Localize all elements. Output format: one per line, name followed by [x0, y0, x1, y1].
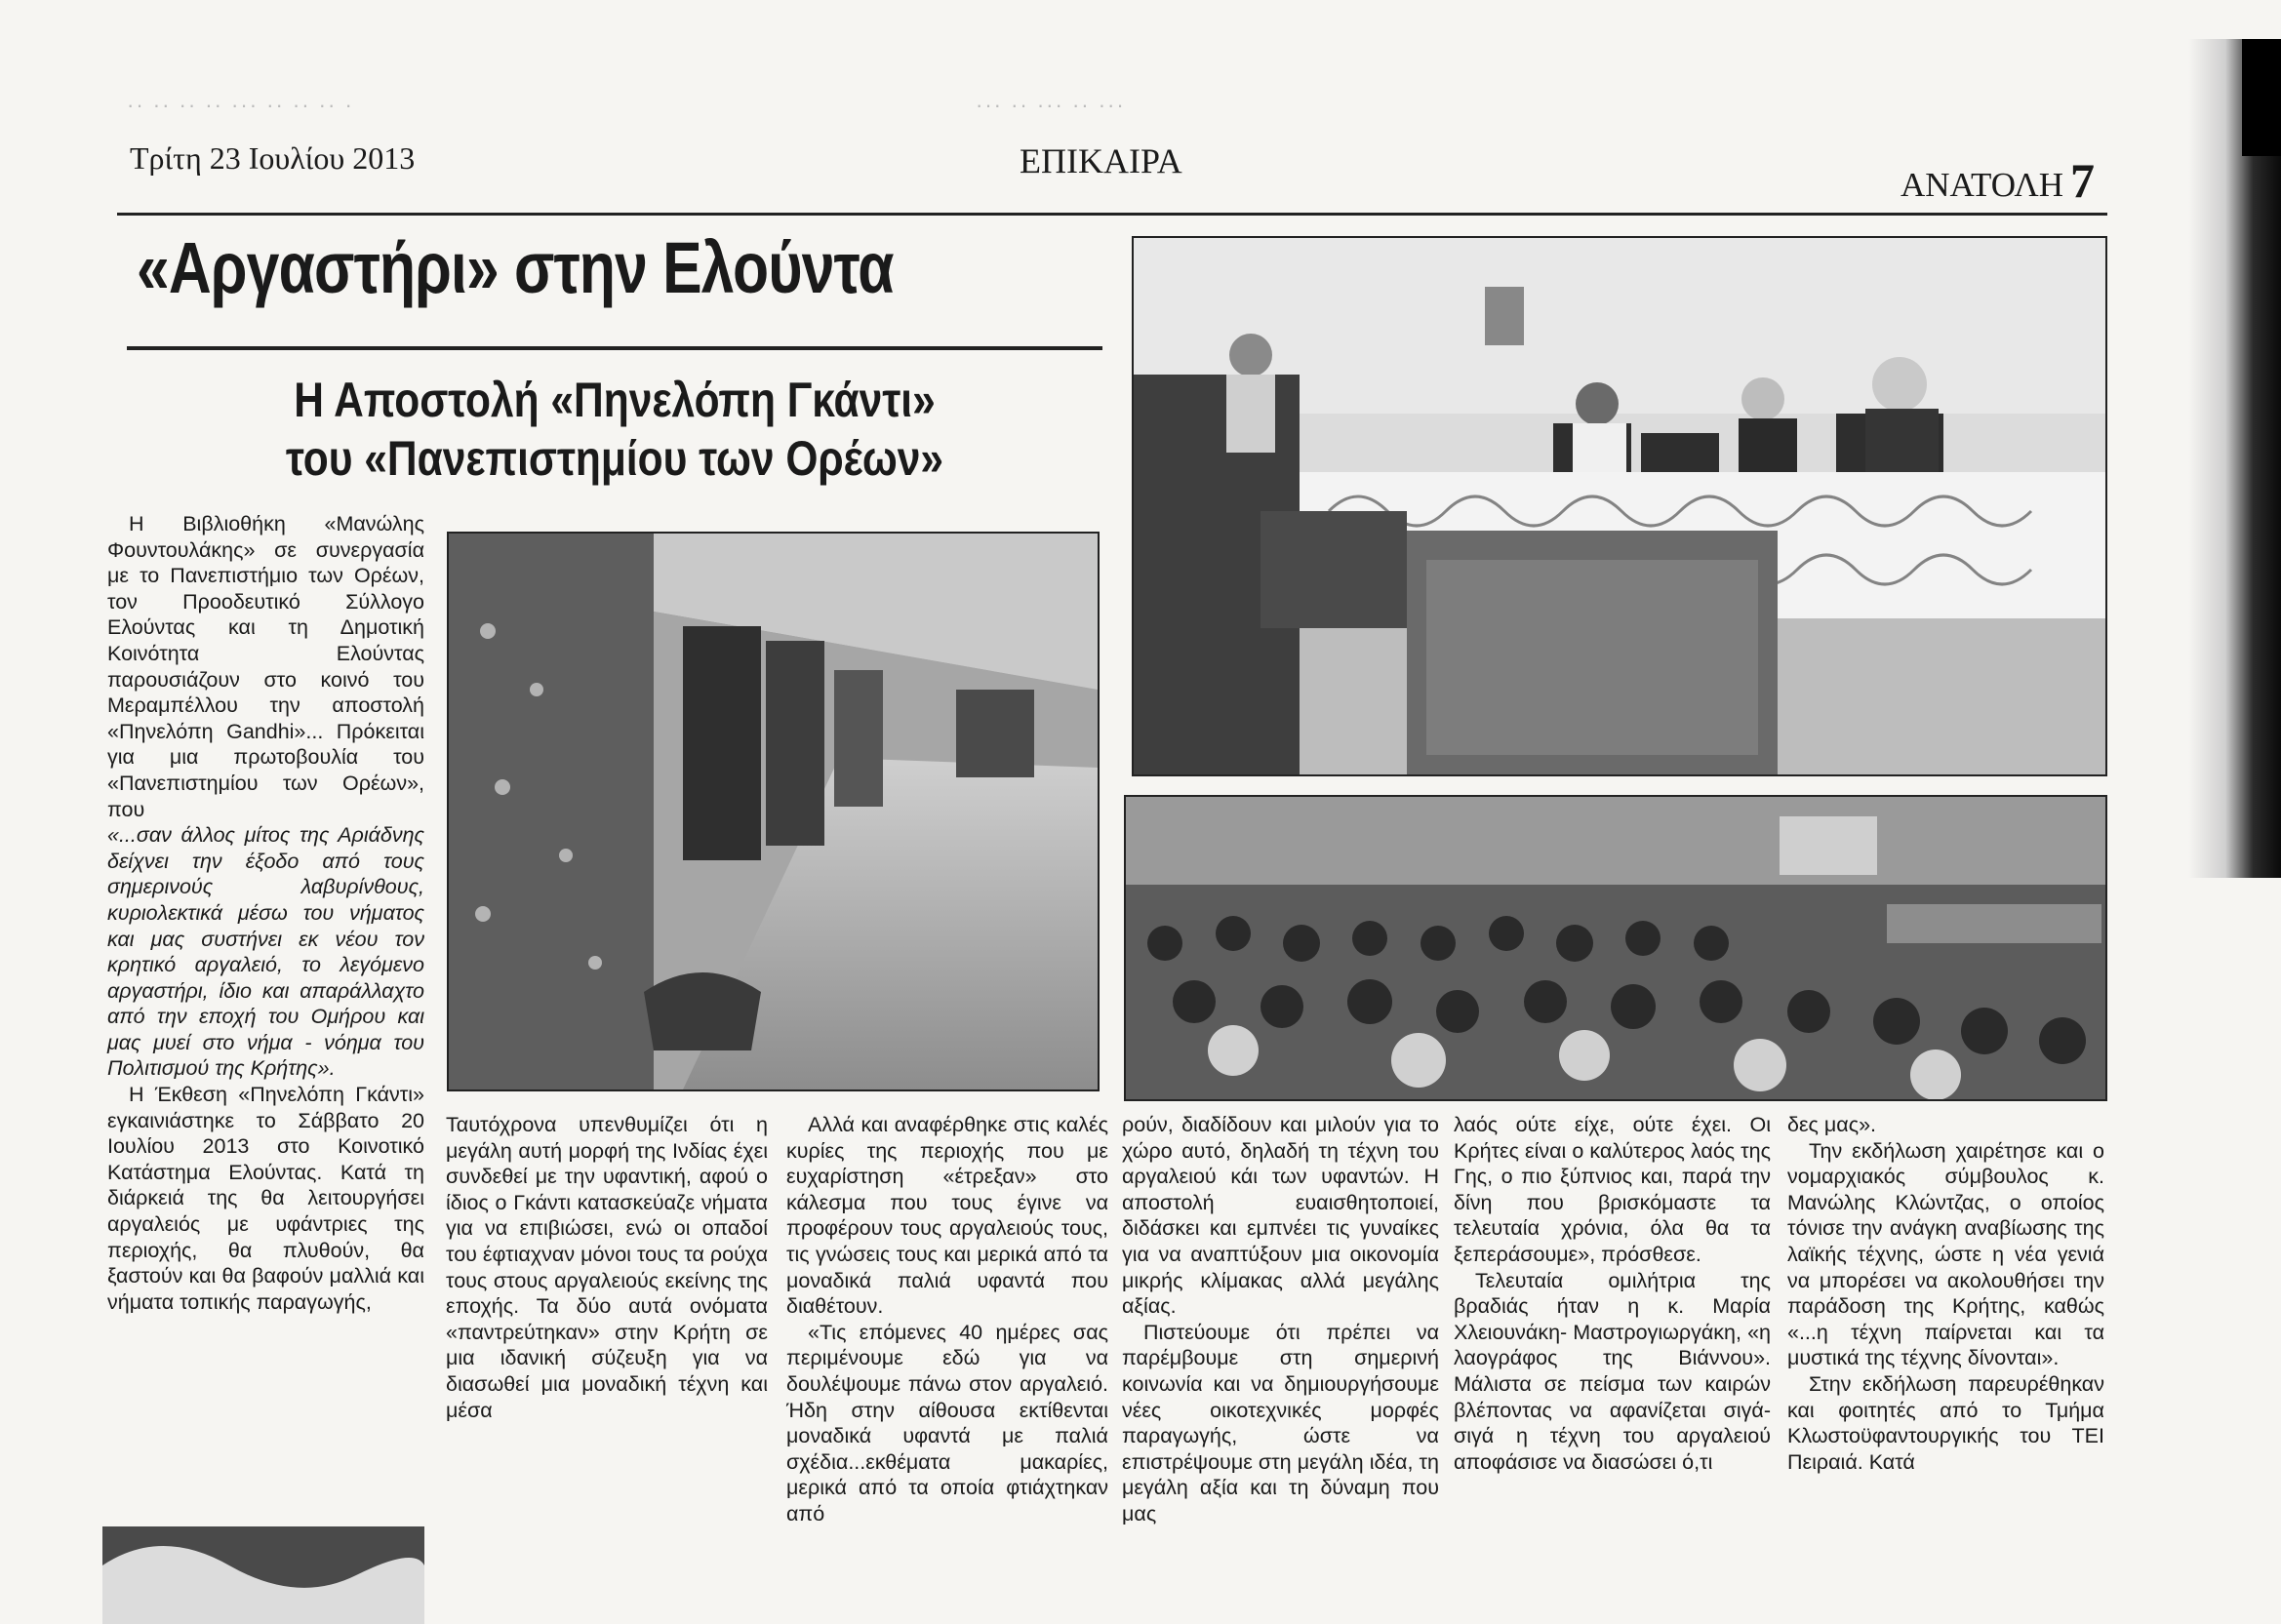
bleed-through-text: ··· ·· ··· ·· ···: [976, 93, 1126, 117]
article-column-3: [786, 1112, 1108, 1527]
paragraph: Η Βιβλιοθήκη «Μανώλης Φουντουλάκης» σε συνεργασία με το Πανεπιστήμιο των Ορέων, τον Προοδευτικό Σύλλογο Ελούντας και τη Δημοτική Κοινότητα Ελούντας παρουσιάζουν στο κοινό του Μεραμπέλλου την αποστολή «Πηνελόπη Gandhi»... Πρόκειται για μια πρωτοβουλία του «Πανεπιστημίου των Ορέων», που: [107, 512, 424, 821]
paragraph: λαός ούτε είχε, ούτε έχει. Οι Κρήτες είναι ο καλύτερος λαός της Γης, ο πιο ξύπνιος και, παρά την δίνη που βρισκόμαστε τα τελευταία χρόνια, όλα θα τα ξεπεράσουμε», πρόσθεσε.: [1454, 1113, 1771, 1266]
article-column-6: [1787, 1112, 2104, 1475]
article-column-1: [107, 511, 424, 1315]
paragraph: Τελευταία ομιλήτρια της βραδιάς ήταν η κ. Μαρία Χλειουνάκη- Μαστρογιωργάκη, «η λαογράφος της Βιάννου». Μάλιστα σε πείσμα των καιρών βλέποντας να αφανίζεται σιγά- σιγά η τέχνη του αργαλειού αποφάσισε να διασώσει ό,τι: [1454, 1268, 1771, 1474]
headline-rule: [127, 346, 1102, 350]
subhead-line-1: Η Αποστολή «Πηνελόπη Γκάντι»: [294, 373, 936, 427]
newspaper-name: ΑΝΑΤΟΛΗ: [1901, 166, 2063, 204]
paragraph: Αλλά και αναφέρθηκε στις καλές κυρίες της περιοχής που με ευχαρίστηση «έτρεξαν» στο κάλεσμα που τους έγινε να προφέρουν τους αργαλειούς τους, τις γνώσεις τους και μερικά από τα μοναδικά παλιά υφαντά που διαθέτουν.: [786, 1113, 1108, 1319]
paragraph: Ταυτόχρονα υπενθυμίζει ότι η μεγάλη αυτή μορφή της Ινδίας έχει συνδεθεί με την υφαντική, αφού ο ίδιος ο Γκάντι κατασκεύαζε νήματα για να επιβιώσει, ενώ οι οπαδοί του έφτιαχναν μόνοι τους τα ρούχα τους στους αργαλειούς εκείνης της εποχής. Τα δύο αυτά ονόματα «παντρεύτηκαν» στην Κρήτη σε μια ιδανική σύζευξη για να διασωθεί μια μοναδική τέχνη και μέσα: [446, 1113, 768, 1422]
page-number: 7: [2070, 153, 2095, 208]
article-column-4: [1122, 1112, 1439, 1527]
issue-date: Τρίτη 23 Ιουλίου 2013: [130, 140, 416, 176]
section-title: ΕΠΙΚΑΙΡΑ: [1020, 141, 1182, 180]
article-column-5: [1454, 1112, 1771, 1475]
article-headline: «Αργαστήρι» στην Ελούντα: [137, 227, 894, 308]
scan-edge-dark: [2242, 39, 2281, 156]
paragraph: δες μας».: [1787, 1113, 1876, 1136]
exhibition-hall-photo: [447, 532, 1100, 1091]
header-rule: [117, 213, 2107, 216]
paragraph: ρούν, διαδίδουν και μιλούν για το χώρο αυτό, δηλαδή τη τέχνη του αργαλειού κάι των υφαντών. Η αποστολή ευαισθητοποιεί, διδάσκει και εμπνέει τις γυναίκες για να αναπτύξουν μια οικονομία μικρής κλίμακας αλλά μεγάλης αξίας.: [1122, 1113, 1439, 1319]
article-column-2: [446, 1112, 768, 1423]
paragraph: Την εκδήλωση χαιρέτησε και ο νομαρχιακός σύμβουλος κ. Μανώλης Κλώντζας, ο οποίος τόνισε την ανάγκη αναβίωσης της λαϊκής τέχνης, ώστε η νέα γενιά να μπορέσει να ακολουθήσει την παράδοση της Κρήτης, καθώς «...η τέχνη παίρνεται και τα μυστικά της τέχνης δίνονται».: [1787, 1138, 2104, 1370]
partial-bottom-photo: [102, 1526, 424, 1624]
paragraph: «Τις επόμενες 40 ημέρες σας περιμένουμε εδώ για να δουλέψουμε πάνω στον αργαλειό. Ήδη στην αίθουσα εκτίθενται μοναδικά υφαντά με παλιά σχέδια...εκθέματα μακαρίες, μερικά από τα οποία φτιάχτηκαν από: [786, 1320, 1108, 1525]
audience-photo: [1124, 795, 2107, 1101]
paragraph: Στην εκδήλωση παρευρέθηκαν και φοιτητές από το Τμήμα Κλωστοϋφαντουργικής του ΤΕΙ Πειραιά. Κατά: [1787, 1371, 2104, 1474]
paragraph: Η Έκθεση «Πηνελόπη Γκάντι» εγκαινιάστηκε το Σάββατο 20 Ιουλίου 2013 στο Κοινοτικό Κατάστημα Ελούντας. Κατά τη διάρκειά της θα λειτουργήσει αργαλειός με υφάντριες της περιοχής, θα πλυθούν, θα ξαστούν και θα βαφούν μαλλιά και νήματα τοπικής παραγωγής,: [107, 1083, 424, 1314]
paragraph: Πιστεύουμε ότι πρέπει να παρέμβουμε στη σημερινή κοινωνία και να δημιουργήσουμε νέες οικοτεχνικές μορφές παραγωγής, ώστε να επιστρέψουμε στη μεγάλη ιδέα, τη μεγάλη αξία και τη δύναμη που μας: [1122, 1320, 1439, 1525]
article-subhead: [200, 371, 1029, 488]
paragraph-quote: «...σαν άλλος μίτος της Αριάδνης δείχνει την έξοδο από τους σημερινούς λαβυρίνθους, κυριολεκτικά μέσω του νήματος και μας συστήνει εκ νέου τον κρητικό αργαλειό, το λεγόμενο αργαστήρι, ίδιο και απαράλλαχτο από την εποχή του Ομήρου και μας μυεί στο νήμα - νόημα του Πολιτισμού της Κρήτης».: [107, 823, 424, 1081]
scan-edge-shadow: [2188, 39, 2281, 878]
subhead-line-2: του «Πανεπιστημίου των Ορέων»: [285, 431, 944, 486]
bleed-through-text: ·· ·· ·· ·· ··· ·· ·· ·· ·: [127, 93, 354, 117]
speakers-table-photo: [1132, 236, 2107, 776]
